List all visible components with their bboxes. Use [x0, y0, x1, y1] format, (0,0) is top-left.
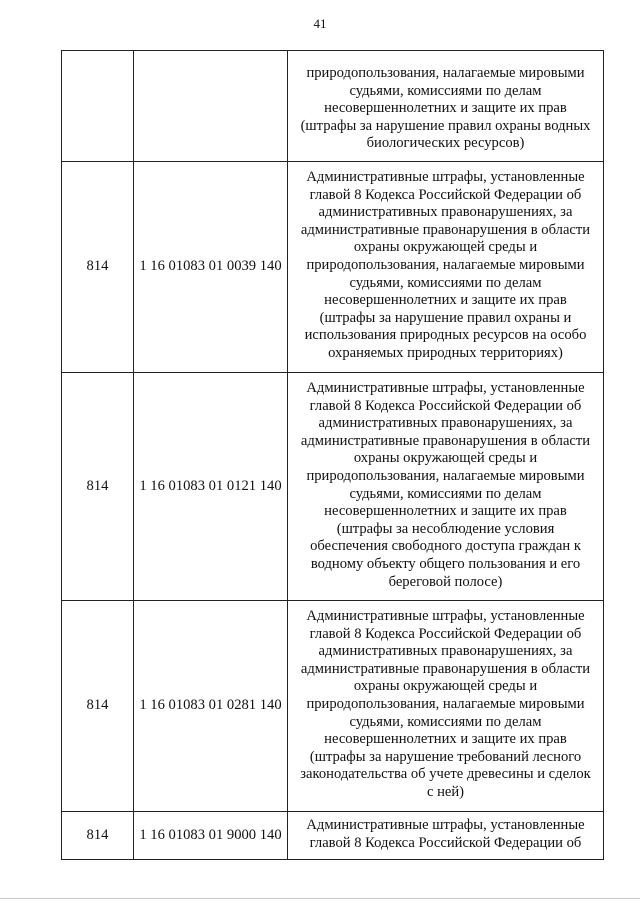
budget-classification-code-cell: 1 16 01083 01 0281 140	[134, 600, 288, 811]
budget-classification-code-cell: 1 16 01083 01 0039 140	[134, 161, 288, 372]
description-line: административные правонарушения в области	[300, 660, 591, 677]
revenue-description-cell	[288, 161, 604, 372]
admin-code-cell	[62, 51, 134, 162]
admin-code-cell: 814	[62, 600, 134, 811]
description-line: судьями, комиссиями по делам	[349, 274, 542, 291]
revenue-description-cell	[288, 811, 604, 859]
revenue-description-cell	[288, 51, 604, 162]
description-line: береговой полосе)	[388, 573, 503, 590]
table-row	[62, 600, 604, 811]
description-line: природопользования, налагаемые мировыми	[306, 467, 585, 484]
description-line: биологических ресурсов)	[366, 135, 525, 152]
description-line: законодательства об учете древесины и сделок	[300, 766, 591, 783]
description-line: Административные штрафы, установленные	[306, 379, 585, 396]
budget-classification-code-cell	[134, 51, 288, 162]
description-line: судьями, комиссиями по делам	[349, 82, 542, 99]
description-line: водному объекту общего пользования и его	[310, 555, 581, 572]
description-line: природопользования, налагаемые мировыми	[306, 256, 585, 273]
description-line: обеспечения свободного доступа граждан к	[310, 538, 581, 555]
description-line: охраны окружающей среды и	[353, 239, 538, 256]
description-line: главой 8 Кодекса Российской Федерации об	[309, 834, 582, 851]
table-row	[62, 161, 604, 372]
budget-classification-code-cell: 1 16 01083 01 9000 140	[134, 811, 288, 859]
description-line: административных правонарушениях, за	[318, 415, 573, 432]
description-line: административные правонарушения в области	[300, 432, 591, 449]
description-line: охраняемых природных территориях)	[328, 344, 563, 361]
description-line: судьями, комиссиями по делам	[349, 713, 542, 730]
description-line: охраны окружающей среды и	[353, 678, 538, 695]
table-row	[62, 811, 604, 859]
description-line: несовершеннолетних и защите их прав	[324, 503, 567, 520]
admin-code-cell: 814	[62, 161, 134, 372]
budget-classification-code-cell: 1 16 01083 01 0121 140	[134, 372, 288, 600]
page-number: 41	[313, 16, 327, 31]
description-line: главой 8 Кодекса Российской Федерации об	[309, 186, 582, 203]
description-line: судьями, комиссиями по делам	[349, 485, 542, 502]
description-line: использования природных ресурсов на особо	[304, 327, 587, 344]
description-line: главой 8 Кодекса Российской Федерации об	[309, 397, 582, 414]
table-row	[62, 51, 604, 162]
description-line: охраны окружающей среды и	[353, 450, 538, 467]
description-line: с ней)	[426, 783, 465, 800]
description-line: административных правонарушениях, за	[318, 204, 573, 221]
description-line: административных правонарушениях, за	[318, 643, 573, 660]
description-line: (штрафы за несоблюдение условия	[336, 520, 555, 537]
description-line: Административные штрафы, установленные	[306, 168, 585, 185]
table-row	[62, 372, 604, 600]
page-bottom-rule	[0, 898, 640, 899]
description-line: (штрафы за нарушение правил охраны водных	[300, 117, 591, 134]
description-line: главой 8 Кодекса Российской Федерации об	[309, 625, 582, 642]
description-line: (штрафы за нарушение требований лесного	[309, 748, 582, 765]
table-body	[62, 51, 604, 860]
description-line: (штрафы за нарушение правил охраны и	[319, 309, 572, 326]
description-line: несовершеннолетних и защите их прав	[324, 100, 567, 117]
revenue-description-cell	[288, 372, 604, 600]
description-line: Административные штрафы, установленные	[306, 816, 585, 833]
description-line: природопользования, налагаемые мировыми	[306, 65, 585, 81]
description-line: несовершеннолетних и защите их прав	[324, 292, 567, 309]
description-line: природопользования, налагаемые мировыми	[306, 695, 585, 712]
description-line: Административные штрафы, установленные	[306, 607, 585, 624]
admin-code-cell: 814	[62, 372, 134, 600]
description-line: несовершеннолетних и защите их прав	[324, 731, 567, 748]
description-line: административные правонарушения в области	[300, 221, 591, 238]
admin-code-cell: 814	[62, 811, 134, 859]
revenue-codes-table	[61, 50, 604, 860]
revenue-description-cell	[288, 600, 604, 811]
